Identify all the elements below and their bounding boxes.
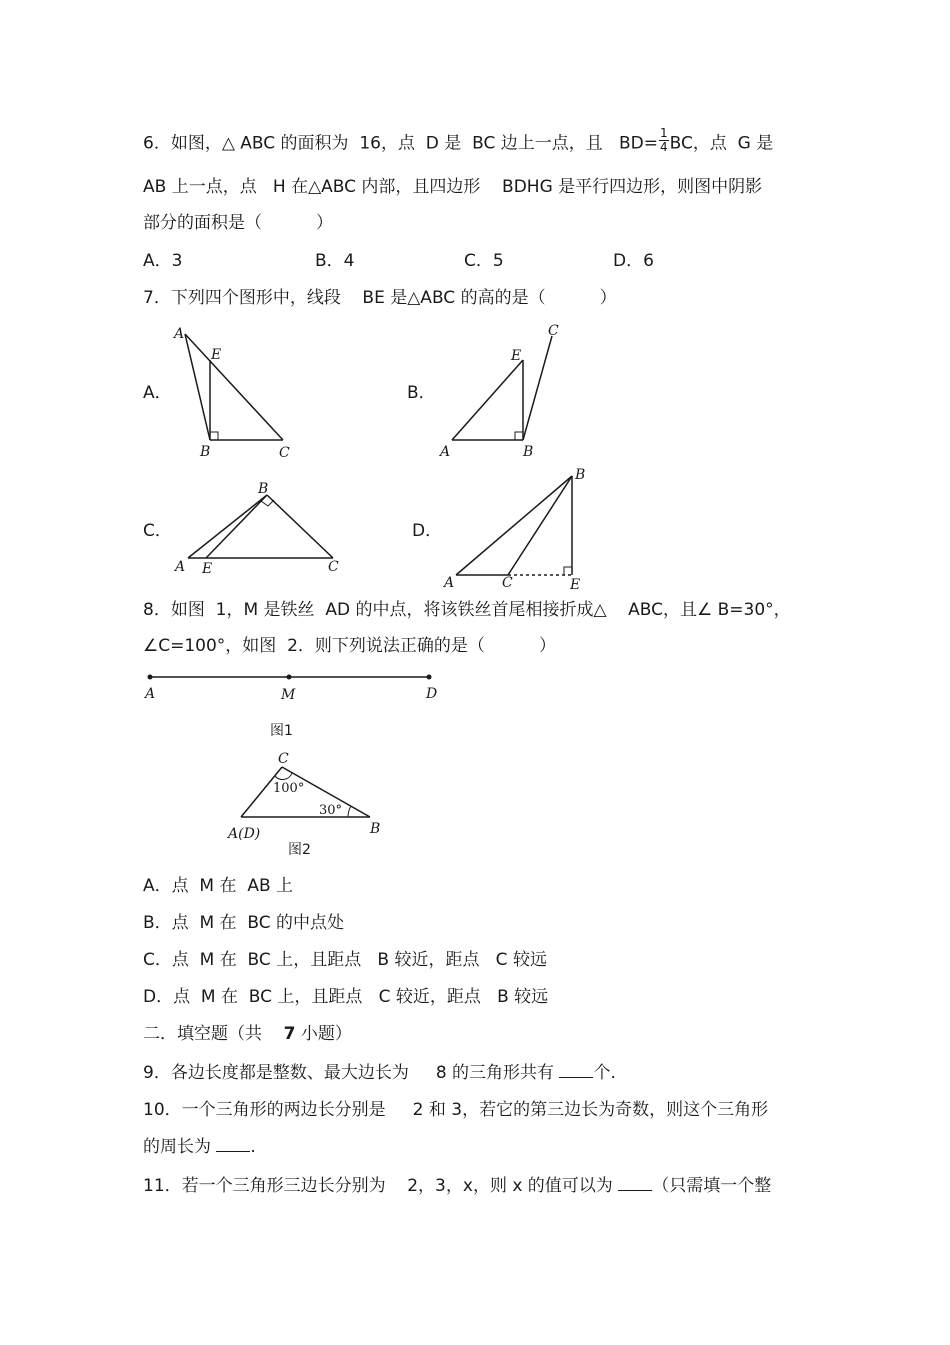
label-d: D: [426, 686, 438, 702]
label-c: C: [328, 559, 339, 575]
label-a: A: [145, 686, 156, 702]
q6-line1: [143, 126, 774, 154]
label-e: E: [570, 577, 581, 590]
q7-figure-c: [170, 478, 350, 580]
q6-option-d: D．6: [613, 251, 654, 271]
angle-c-label: 100°: [273, 781, 305, 796]
label-a: A: [444, 575, 455, 590]
label-b: B: [523, 444, 534, 460]
q7-stem: 7．下列四个图形中，线段 BE 是△ABC 的高的是（ ）: [143, 288, 617, 308]
fraction-denominator: 4: [659, 140, 668, 154]
point-a: [148, 675, 153, 680]
label-b: B: [575, 467, 586, 483]
q8-line2: ∠C=100°，如图 2．则下列说法正确的是（ ）: [143, 636, 556, 656]
label-c: C: [548, 323, 559, 339]
fraction: [659, 127, 669, 154]
label-e: E: [202, 561, 213, 577]
q9-text: 个.: [593, 1063, 616, 1083]
q10-line1: 10．一个三角形的两边长分别是 2 和 3，若它的第三边长为奇数，则这个三角形: [143, 1100, 769, 1120]
angle-b-label: 30°: [319, 803, 343, 818]
q8-line1: 8．如图 1，M 是铁丝 AD 的中点，将该铁丝首尾相接折成△ ABC，且∠ B=30°，: [143, 600, 791, 620]
q11-text: 11．若一个三角形三边长分别为 2，3，x，则 x 的值可以为: [143, 1176, 619, 1196]
label-a: A: [175, 559, 186, 575]
q6-option-a: A．3: [143, 251, 183, 271]
q7-option-c-label: C．: [143, 521, 172, 541]
q8-option-d: D．点 M 在 BC 上，且距点 C 较近，距点 B 较远: [143, 987, 549, 1007]
q6-line2: AB 上一点，点 H 在△ABC 内部，且四边形 BDHG 是平行四边形，则图中阴影: [143, 177, 763, 197]
point-m: [287, 675, 292, 680]
answer-blank[interactable]: [618, 1176, 652, 1191]
figure-2-caption: 图2: [288, 842, 311, 858]
q10-text: .: [250, 1137, 256, 1157]
answer-blank[interactable]: [559, 1063, 593, 1078]
q11-line: [143, 1176, 771, 1196]
q10-line2: [143, 1137, 256, 1157]
label-ad: A(D): [228, 826, 261, 842]
question-count: 7: [283, 1024, 296, 1044]
label-c: C: [502, 575, 513, 590]
label-b: B: [200, 444, 211, 460]
q7-option-b-label: B．: [407, 383, 436, 403]
q10-text: 的周长为: [143, 1137, 217, 1157]
label-c: C: [279, 445, 290, 461]
q8-option-c: C．点 M 在 BC 上，且距点 B 较近，距点 C 较远: [143, 950, 547, 970]
q8-option-b: B．点 M 在 BC 的中点处: [143, 913, 344, 933]
q6-line3: 部分的面积是（ ）: [143, 213, 334, 233]
figure-1-caption: 图1: [270, 723, 293, 739]
q7-figure-d: [440, 462, 600, 590]
label-e: E: [211, 347, 222, 363]
q6-text: 6．如图，△ ABC 的面积为 16，点 D 是 BC 边上一点，且 BD=: [143, 133, 658, 154]
q8-option-a: A．点 M 在 AB 上: [143, 876, 294, 896]
answer-blank[interactable]: [216, 1137, 250, 1152]
label-m: M: [281, 687, 296, 703]
section-heading-text: 小题）: [295, 1024, 352, 1044]
label-e: E: [511, 348, 522, 364]
label-a: A: [174, 326, 185, 342]
fraction-numerator: 1: [659, 126, 668, 140]
label-b: B: [258, 481, 269, 497]
section-heading-text: 二．填空题（共: [143, 1024, 284, 1044]
q11-text: （只需填一个整: [652, 1176, 772, 1196]
q7-figure-b: [435, 318, 565, 463]
q6-option-c: C．5: [464, 251, 504, 271]
point-d: [427, 675, 432, 680]
q6-text: BC，点 G 是: [669, 133, 774, 154]
section-2-heading: [143, 1024, 352, 1044]
label-c: C: [278, 751, 289, 767]
q9-line: [143, 1063, 616, 1083]
q7-figure-a: [168, 318, 298, 463]
q9-text: 9．各边长度都是整数、最大边长为 8 的三角形共有: [143, 1063, 560, 1083]
q7-option-a-label: A．: [143, 383, 172, 403]
label-b: B: [370, 821, 381, 837]
label-a: A: [440, 444, 451, 460]
q8-figures: [140, 668, 440, 858]
q7-option-d-label: D．: [412, 521, 443, 541]
q6-option-b: B．4: [315, 251, 355, 271]
